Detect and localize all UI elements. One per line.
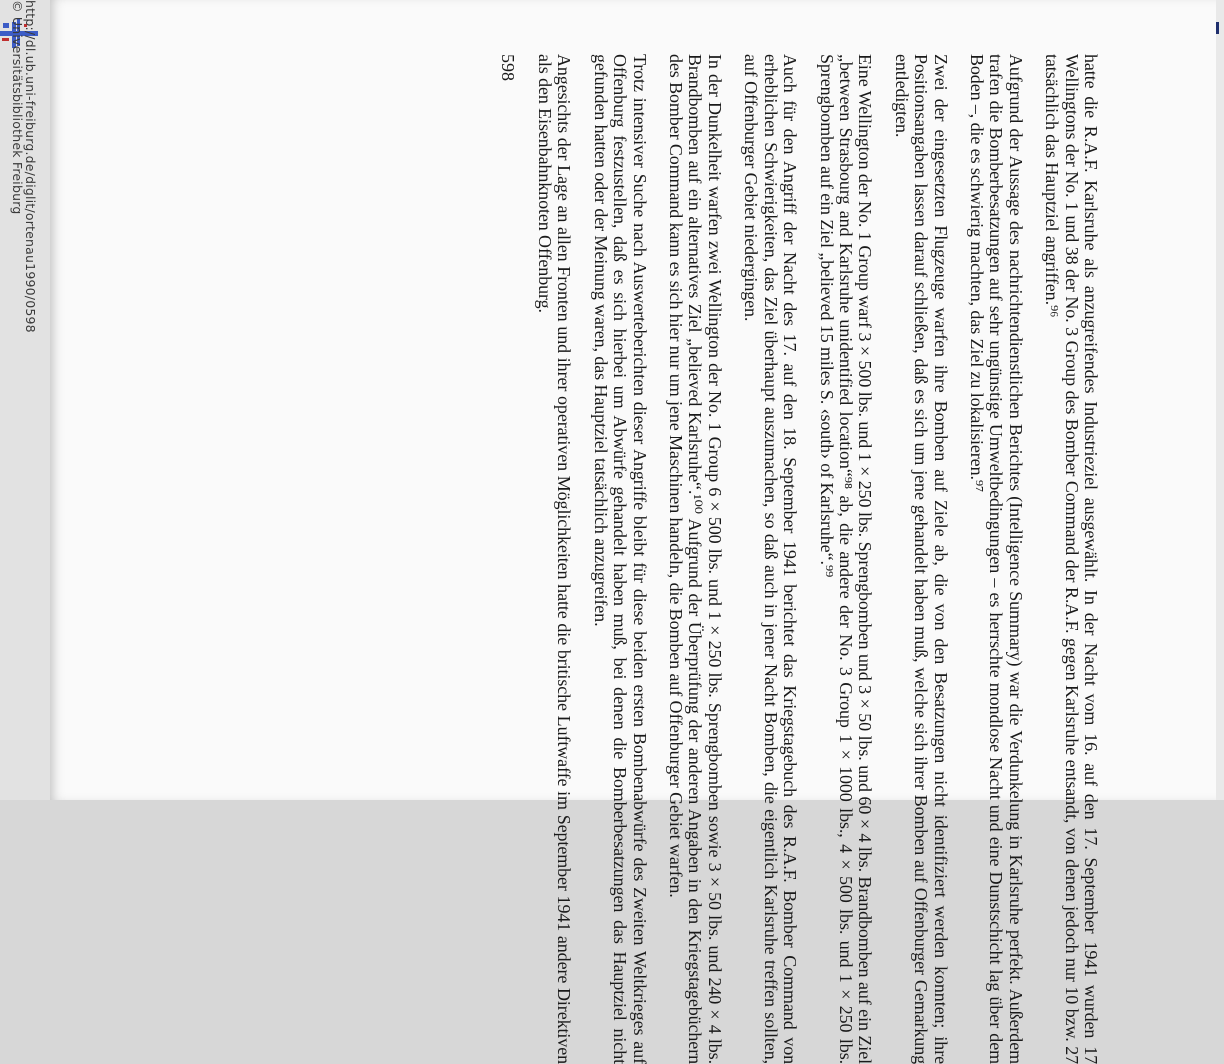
- paragraph-6: In der Dunkelheit warfen zwei Wellington der No. 1 Group 6 × 500 lbs. und 1 × 250 lbs. Sprengbomben sowie 3 × 50 lbs. und 240 × 4 lbs. Brandbomben auf ein alternatives Ziel „believed Karlsruhe“.¹⁰⁰ Aufgrund der Überprüfung der anderen Angaben in den Kriegstagebüchern des Bomber Command kann es sich hier nur um jene Maschinen handeln, die Bomben auf Offenburger Gebiet warfen.: [666, 54, 725, 1064]
- paragraph-4: Eine Wellington der No. 1 Group warf 3 × 500 lbs. und 1 × 250 lbs. Sprengbomben und 3 × 50 lbs. und 60 × 4 lbs. Brandbomben auf ein Ziel „between Strasbourg and Karlsruhe unidentified location“⁹⁸ ab, die andere der No. 3 Group 1 × 1000 lbs., 4 × 500 lbs. und 1 × 250 lbs. Sprengbomben auf ein Ziel „believed 15 miles S. ‹south› of Karlsruhe“.⁹⁹: [816, 54, 876, 1064]
- paragraph-3: Zwei der eingesetzten Flugzeuge warfen ihre Bomben auf Ziele ab, die von den Besatzungen nicht identifiziert werden konnten; ihre Positionsangaben lassen darauf schließen, daß es sich um jene gehandelt haben muß, welche sich ihrer Bomben auf Offenburger Gemarkung entledigten.: [891, 54, 951, 1064]
- page-number: 598: [497, 54, 518, 81]
- paragraph-1: hatte die R.A.F. Karlsruhe als anzugreifendes Industrieziel ausgewählt. In der Nacht vom 16. auf den 17. September 1941 wurden 17 Wellingtons der No. 1 und 38 der No. 3 Group des Bomber Command der R.A.F. gegen Karlsruhe entsandt, von denen jedoch nur 10 bzw. 27 tatsächlich das Hauptziel angriffen.⁹⁶: [1042, 54, 1101, 1064]
- paragraph-5: Auch für den Angriff der Nacht des 17. auf den 18. September 1941 berichtet das Kriegstagebuch des R.A.F. Bomber Command von erheblichen Schwierigkeiten, das Ziel überhaupt auszumachen, so daß auch in jener Nacht Bomben, die eigentlich Karlsruhe treffen sollten, auf Offenburger Gebiet niedergingen.: [741, 54, 801, 1064]
- right-edge-strip: [1216, 0, 1224, 800]
- document-text: [0, 54, 1100, 1064]
- copyright-notice: © Universitätsbibliothek Freiburg: [10, 0, 25, 215]
- paragraph-7: Trotz intensiver Suche nach Auswerteberichten dieser Angriffe bleibt für diese beiden ersten Bombenabwürfe des Zweiten Weltkrieges auf Offenburg festzustellen, daß es sich hierbei um Abwürfe gehandelt haben muß, bei denen die Bomberbesatzungen das Hauptziel nicht gefunden hatten oder der Meinung waren, das Hauptziel tatsächlich anzugreifen.: [590, 54, 650, 1064]
- paragraph-8: Angesichts der Lage an allen Fronten und ihrer operativen Möglichkeiten hatte die britische Luftwaffe im September 1941 andere Direktiven als den Eisenbahnknoten Offenburg.: [535, 54, 575, 1064]
- edge-marker: [1216, 22, 1219, 34]
- source-url[interactable]: http://dl.ub.uni-freiburg.de/diglit/ortenau1990/0598: [23, 0, 38, 333]
- paragraph-2: Aufgrund der Aussage des nachrichtendienstlichen Berichtes (Intelligence Summary) war die Verdunkelung in Karlsruhe perfekt. Außerdem trafen die Bomberbesatzungen auf sehr ungünstige Umweltbedingungen – es herrschte mondlose Nacht und eine Dunstschicht lag über dem Boden –, die es schwierig machten, das Ziel zu lokalisieren.⁹⁷: [966, 54, 1026, 1064]
